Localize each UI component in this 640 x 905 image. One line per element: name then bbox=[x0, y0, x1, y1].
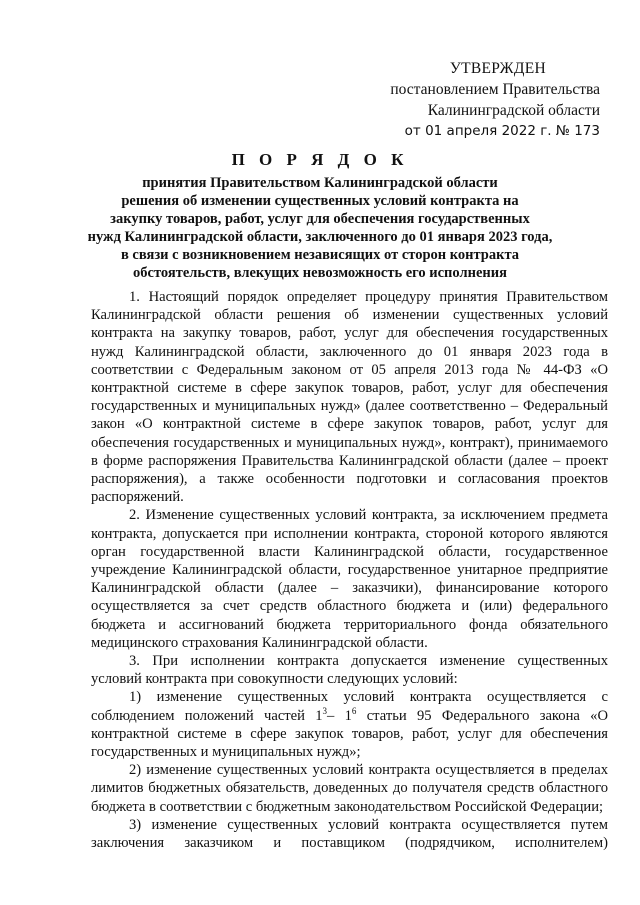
approval-date bbox=[390, 121, 600, 142]
approval-date-value: 01 апреля 2022 г. № 173 bbox=[425, 123, 600, 139]
title-line: нужд Калининградской области, заключенного до 01 января 2023 года, bbox=[87, 229, 553, 245]
paragraph-3: 3. При исполнении контракта допускается изменение существенных условий контракта при совокупности следующих условий: bbox=[91, 653, 608, 688]
approval-line-1: постановлением Правительства bbox=[390, 81, 600, 98]
approval-stamp bbox=[390, 58, 600, 142]
title-line: принятия Правительством Калининградской области bbox=[142, 175, 498, 191]
approval-title: УТВЕРЖДЕН bbox=[449, 60, 546, 77]
item-1-superscript-1: 3 bbox=[322, 705, 328, 716]
title-line: в связи с возникновением независящих от сторон контракта bbox=[120, 247, 520, 263]
item-1-text-mid: – 1 bbox=[327, 707, 352, 724]
paragraph-3-item-1 bbox=[91, 688, 608, 761]
title-line: решения об изменении существенных условий контракта на bbox=[121, 193, 519, 209]
paragraph-3-item-2: 2) изменение существенных условий контракта осуществляется в пределах лимитов бюджетных обязательств, доведенных до получателя средств областного бюджета в соответствии с бюджетным законодательством Российской Федерации; bbox=[91, 762, 608, 815]
paragraph-3-item-3: 3) изменение существенных условий контракта осуществляется путем заключения заказчиком и поставщиком (подрядчиком, исполнителем) bbox=[91, 816, 608, 852]
approval-date-prefix: от bbox=[404, 123, 421, 139]
item-1-text-end: статьи 95 Федерального закона «О контрактной системе в сфере закупок товаров, работ, услуг для обеспечения государственных и муниципальных нужд»; bbox=[91, 707, 608, 761]
item-1-superscript-2: 6 bbox=[351, 705, 357, 716]
paragraph-1: 1. Настоящий порядок определяет процедуру принятия Правительством Калининградской области решения об изменении существенных условий контракта на закупку товаров, работ, услуг для обеспечения государственных нужд Калининградской области, заключенного до 01 января 2023 года в соответствии с Федеральным законом от 05 апреля 2013 года № 44-ФЗ «О контрактной системе в сфере закупок товаров, работ, услуг для обеспечения государственных и муниципальных нужд» (далее соответственно – Федеральный закон «О контрактной системе в сфере закупок товаров, работ, услуг для обеспечения государственных и муниципальных нужд», контракт), принимаемого в форме распоряжения Правительства Калининградской области (далее – проект распоряжения), а также особенности подготовки и согласования проектов распоряжений. bbox=[91, 289, 608, 506]
item-1-text-start: 1) изменение существенных условий контракта осуществляется с соблюдением положений частей 1 bbox=[91, 689, 608, 724]
approval-line-2: Калининградской области bbox=[427, 102, 600, 119]
title-heading: П О Р Я Д О К bbox=[231, 150, 409, 169]
title-line: закупку товаров, работ, услуг для обеспечения государственных bbox=[110, 211, 530, 227]
title-line: обстоятельств, влекущих невозможность его исполнения bbox=[133, 265, 507, 281]
document-title bbox=[60, 150, 580, 282]
document-body bbox=[91, 288, 608, 852]
paragraph-2: 2. Изменение существенных условий контракта, за исключением предмета контракта, допускается при исполнении контракта, стороной которого являются орган государственной власти Калининградской области, государственное учреждение Калининградской области, государственное унитарное предприятие Калининградской области (далее – заказчики), финансирование которого осуществляется за счет средств областного бюджета и (или) федерального бюджета и ассигнований бюджета территориального фонда обязательного медицинского страхования Калининградской области. bbox=[91, 507, 608, 651]
